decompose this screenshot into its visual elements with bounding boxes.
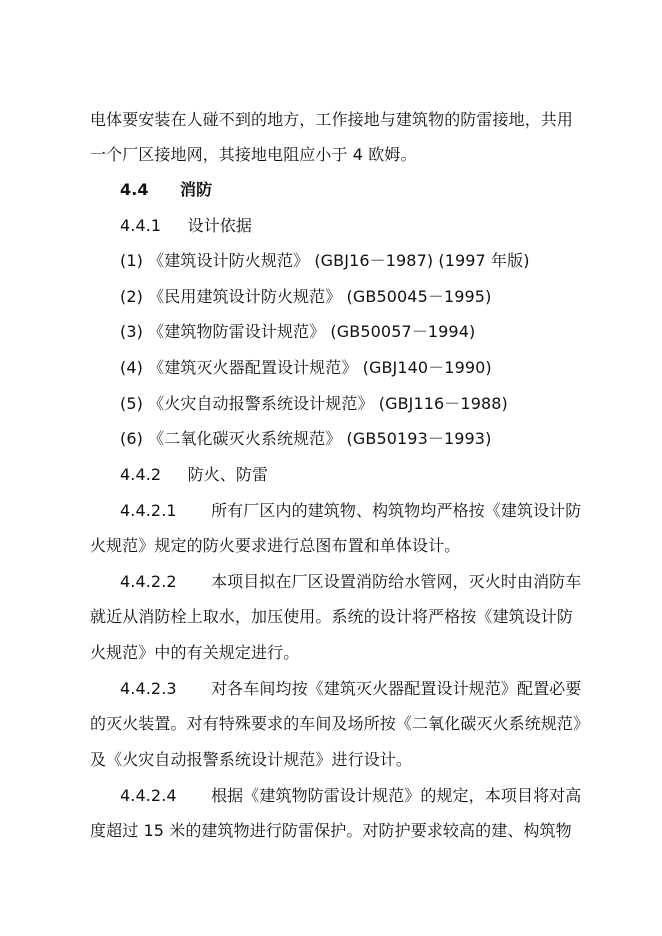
reference-item: (4) 《建筑灭火器配置设计规范》 (GBJ140－1990) (120, 358, 492, 377)
paragraph-4422-line-2: 就近从消防栓上取水，加压使用。系统的设计将严格按《建筑设计防 (90, 607, 574, 626)
intro-line-1: 电体要安装在人碰不到的地方，工作接地与建筑物的防雷接地，共用 (90, 110, 574, 129)
paragraph-4424-line-2: 度超过 15 米的建筑物进行防雷保护。对防护要求较高的建、构筑物 (90, 821, 572, 840)
subsection-442-title: 防火、防雷 (187, 465, 269, 484)
reference-item: (2) 《民用建筑设计防火规范》 (GB50045－1995) (120, 287, 492, 306)
paragraph-4421-line-1 (120, 501, 620, 521)
paragraph-4423-line-2: 的灭火装置。对有特殊要求的车间及场所按《二氧化碳灭火系统规范》 (90, 714, 590, 733)
paragraph-4424-number: 4.4.2.4 (120, 786, 177, 805)
paragraph-4423-line-1 (120, 679, 620, 699)
section-title: 消防 (180, 180, 213, 199)
section-heading (120, 180, 620, 200)
subsection-442-number: 4.4.2 (120, 465, 162, 484)
subsection-441-heading (120, 216, 620, 236)
subsection-441-title: 设计依据 (187, 216, 252, 235)
paragraph-4422-number: 4.4.2.2 (120, 572, 177, 591)
reference-item: (6) 《二氧化碳灭火系统规范》 (GB50193－1993) (120, 429, 492, 448)
paragraph-4422-line-3: 火规范》中的有关规定进行。 (90, 643, 300, 662)
paragraph-4421-text: 所有厂区内的建筑物、构筑物均严格按《建筑设计防 (211, 501, 582, 520)
intro-line-2: 一个厂区接地网，其接地电阻应小于 4 欧姆。 (90, 145, 417, 164)
reference-item: (1) 《建筑设计防火规范》 (GBJ16－1987) (1997 年版) (120, 251, 530, 270)
paragraph-4422-line-1 (120, 572, 620, 592)
paragraph-4424-text: 根据《建筑物防雷设计规范》的规定，本项目将对高 (211, 786, 582, 805)
paragraph-4423-text: 对各车间均按《建筑灭火器配置设计规范》配置必要 (211, 679, 582, 698)
paragraph-4421-line-2: 火规范》规定的防火要求进行总图布置和单体设计。 (90, 536, 461, 555)
paragraph-4422-text: 本项目拟在厂区设置消防给水管网，灭火时由消防车 (211, 572, 582, 591)
paragraph-4423-line-3: 及《火灾自动报警系统设计规范》进行设计。 (90, 750, 413, 769)
paragraph-4421-number: 4.4.2.1 (120, 501, 177, 520)
subsection-441-number: 4.4.1 (120, 216, 162, 235)
reference-item: (5) 《火灾自动报警系统设计规范》 (GBJ116－1988) (120, 394, 508, 413)
paragraph-4424-line-1 (120, 786, 620, 806)
section-number: 4.4 (120, 180, 149, 199)
paragraph-4423-number: 4.4.2.3 (120, 679, 177, 698)
reference-item: (3) 《建筑物防雷设计规范》 (GB50057－1994) (120, 322, 476, 341)
subsection-442-heading (120, 465, 620, 485)
